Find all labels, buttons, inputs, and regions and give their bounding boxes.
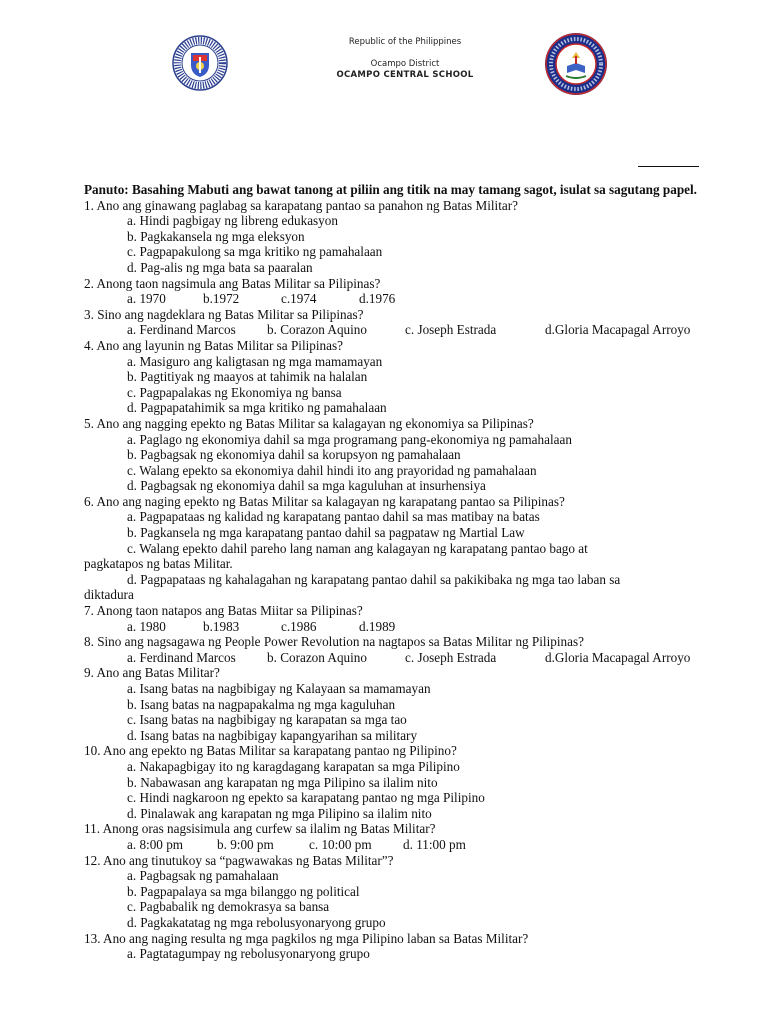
q1-option-c: c. Pagpapakulong sa mga kritiko ng pamahalaan	[127, 244, 383, 260]
q4-option-a: a. Masiguro ang kaligtasan ng mga mamamayan	[127, 353, 383, 369]
q8-options	[127, 650, 724, 666]
q13-option-a: a. Pagtatagumpay ng rebolusyonaryong grupo	[127, 946, 370, 962]
q8-option-d: d.Gloria Macapagal Arroyo	[545, 649, 691, 665]
q6-option-a: a. Pagpapataas ng kalidad ng karapatang pantao dahil sa mas matibay na batas	[127, 509, 540, 525]
deped-seal-icon	[172, 35, 228, 91]
q7-option-c: c.1986	[281, 618, 317, 634]
question-4: 4. Ano ang layunin ng Batas Militar sa Pilipinas?	[84, 337, 343, 353]
q4-option-c: c. Pagpapalakas ng Ekonomiya ng bansa	[127, 384, 342, 400]
q3-option-a: a. Ferdinand Marcos	[127, 322, 236, 338]
q5-option-b: b. Pagbagsak ng ekonomiya dahil sa korupsyon ng pamahalaan	[127, 447, 461, 463]
q1-option-b: b. Pagkakansela ng mga eleksyon	[127, 228, 305, 244]
question-3: 3. Sino ang nagdeklara ng Batas Militar sa Pilipinas?	[84, 306, 364, 322]
q3-options	[127, 322, 724, 338]
header-republic: Republic of the Philippines	[348, 37, 462, 47]
q12-option-b: b. Pagpapalaya sa mga bilanggo ng political	[127, 883, 360, 899]
q5-option-d: d. Pagbagsak ng ekonomiya dahil sa mga kaguluhan at insurhensiya	[127, 478, 486, 494]
q7-option-d: d.1989	[359, 618, 396, 634]
q2-options	[127, 291, 724, 307]
q10-option-c: c. Hindi nagkaroon ng epekto sa karapatang pantao ng mga Pilipino	[127, 790, 485, 806]
q11-option-b: b. 9:00 pm	[217, 836, 274, 852]
q1-option-d: d. Pag-alis ng mga bata sa paaralan	[127, 259, 313, 275]
q8-option-a: a. Ferdinand Marcos	[127, 649, 236, 665]
q9-option-a: a. Isang batas na nagbibigay ng Kalayaan sa mamamayan	[127, 681, 431, 696]
q2-option-d: d.1976	[359, 291, 396, 307]
question-7: 7. Anong taon natapos ang Batas Miitar sa Pilipinas?	[84, 603, 363, 619]
question-5: 5. Ano ang nagging epekto ng Batas Militar sa kalagayan ng ekonomiya sa Pilipinas?	[84, 415, 534, 431]
q9-option-d: d. Isang batas na nagbibigay kapangyarihan sa military	[127, 727, 418, 743]
quiz-content	[84, 182, 724, 962]
question-1: 1. Ano ang ginawang paglabag sa karapatang pantao sa panahon ng Batas Militar?	[84, 197, 518, 213]
q12-option-d: d. Pagkakatatag ng mga rebolusyonaryong grupo	[127, 914, 386, 930]
q10-option-b: b. Nabawasan ang karapatan ng mga Pilipino sa ilalim nito	[127, 774, 438, 790]
question-6: 6. Ano ang naging epekto ng Batas Militar sa kalagayan ng karapatang pantao sa Pilipinas?	[84, 493, 565, 509]
instruction: Panuto: Basahing Mabuti ang bawat tanong at piliin ang titik na may tamang sagot, isulat sa sagutang papel.	[84, 182, 697, 197]
header-school: OCAMPO CENTRAL SCHOOL	[336, 70, 474, 80]
q8-option-b: b. Corazon Aquino	[267, 649, 367, 665]
question-11: 11. Anong oras nagsisimula ang curfew sa ilalim ng Batas Militar?	[84, 821, 436, 837]
q9-option-b: b. Isang batas na nagpapakalma ng mga kaguluhan	[127, 696, 396, 712]
header-district: Ocampo District	[370, 59, 440, 69]
q2-option-c: c.1974	[281, 291, 317, 307]
question-8: 8. Sino ang nagsagawa ng People Power Revolution na nagtapos sa Batas Militar ng Pilipinas?	[84, 634, 584, 650]
q3-option-d: d.Gloria Macapagal Arroyo	[545, 322, 691, 338]
q6-option-d: d. Pagpapataas ng kahalagahan ng karapatang pantao dahil sa pakikibaka ng mga tao laban sa	[127, 571, 621, 587]
answer-blank-line	[638, 166, 699, 167]
q2-option-b: b.1972	[203, 291, 240, 307]
question-13: 13. Ano ang naging resulta ng mga pagkilos ng mga Pilipino laban sa Batas Militar?	[84, 930, 529, 946]
q4-option-d: d. Pagpapatahimik sa mga kritiko ng pamahalaan	[127, 400, 387, 416]
q7-option-b: b.1983	[203, 618, 240, 634]
q7-options	[127, 619, 724, 635]
q7-option-a: a. 1980	[127, 618, 166, 634]
q1-option-a: a. Hindi pagbigay ng libreng edukasyon	[127, 213, 338, 229]
q11-option-a: a. 8:00 pm	[127, 836, 184, 852]
q6-option-c: c. Walang epekto dahil pareho lang naman ang kalagayan ng karapatang pantao bago at	[127, 540, 588, 556]
q12-option-a: a. Pagbagsak ng pamahalaan	[127, 868, 279, 884]
question-12: 12. Ano ang tinutukoy sa “pagwawakas ng Batas Militar”?	[84, 852, 394, 868]
q2-option-a: a. 1970	[127, 291, 166, 307]
q12-option-c: c. Pagbabalik ng demokrasya sa bansa	[127, 899, 330, 915]
q6-option-c-continued: pagkatapos ng batas Militar.	[84, 556, 233, 572]
q9-option-c: c. Isang batas na nagbibigay ng karapatan sa mga tao	[127, 712, 407, 728]
q6-option-d-continued: diktadura	[84, 587, 134, 603]
q11-option-c: c. 10:00 pm	[309, 836, 372, 852]
q6-option-b: b. Pagkansela ng mga karapatang pantao dahil sa pagpataw ng Martial Law	[127, 525, 525, 541]
q10-option-d: d. Pinalawak ang karapatan ng mga Pilipino sa ilalim nito	[127, 805, 432, 821]
question-2: 2. Anong taon nagsimula ang Batas Militar sa Pilipinas?	[84, 275, 381, 291]
q3-option-b: b. Corazon Aquino	[267, 322, 367, 338]
school-seal-icon	[544, 32, 608, 96]
q10-option-a: a. Nakapagbigay ito ng karagdagang karapatan sa mga Pilipino	[127, 758, 460, 774]
q4-option-b: b. Pagtitiyak ng maayos at tahimik na halalan	[127, 369, 368, 385]
q8-option-c: c. Joseph Estrada	[405, 649, 497, 665]
question-9: 9. Ano ang Batas Militar?	[84, 665, 220, 681]
question-10: 10. Ano ang epekto ng Batas Militar sa karapatang pantao ng Pilipino?	[84, 743, 457, 759]
q11-options	[127, 837, 724, 853]
q5-option-c: c. Walang epekto sa ekonomiya dahil hindi ito ang prayoridad ng pamahalaan	[127, 462, 537, 478]
q11-option-d: d. 11:00 pm	[403, 836, 466, 852]
q3-option-c: c. Joseph Estrada	[405, 322, 497, 338]
q5-option-a: a. Paglago ng ekonomiya dahil sa mga programang pang-ekonomiya ng pamahalaan	[127, 431, 572, 447]
